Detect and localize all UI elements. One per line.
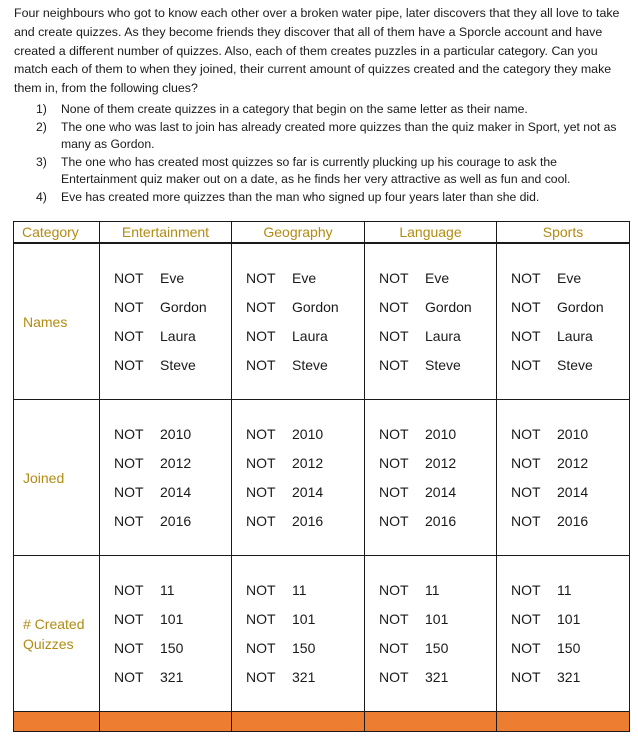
option-value: Gordon [425, 299, 472, 315]
not-label: NOT [379, 669, 409, 685]
option-line[interactable] [379, 449, 496, 478]
option-line[interactable] [114, 293, 231, 322]
clue-list [36, 101, 626, 207]
row-label-joined: Joined [14, 400, 100, 556]
cell-options [365, 576, 496, 692]
option-value: Gordon [557, 299, 604, 315]
option-value: 2010 [425, 426, 457, 442]
option-value: 2014 [557, 484, 589, 500]
option-value: Steve [292, 357, 328, 373]
not-label: NOT [379, 513, 409, 529]
not-label: NOT [379, 640, 409, 656]
footer-bar-cell [14, 712, 100, 732]
option-value: 2012 [292, 455, 324, 471]
option-line[interactable] [114, 449, 231, 478]
option-value: 150 [160, 640, 184, 656]
option-value: 2012 [557, 455, 589, 471]
option-line[interactable] [379, 322, 496, 351]
footer-bar-row [14, 712, 630, 732]
option-line[interactable] [114, 576, 231, 605]
not-label: NOT [246, 455, 276, 471]
cell-options [365, 264, 496, 380]
not-label: NOT [511, 299, 541, 315]
grid-cell[interactable] [232, 243, 365, 400]
option-line[interactable] [511, 576, 629, 605]
not-label: NOT [114, 357, 144, 373]
grid-cell[interactable] [365, 556, 497, 712]
not-label: NOT [511, 484, 541, 500]
option-value: 2014 [160, 484, 192, 500]
option-line[interactable] [246, 478, 364, 507]
option-line[interactable] [511, 351, 629, 380]
grid-cell[interactable] [232, 556, 365, 712]
not-label: NOT [246, 484, 276, 500]
option-value: 2016 [557, 513, 589, 529]
not-label: NOT [246, 582, 276, 598]
option-line[interactable] [379, 478, 496, 507]
option-line[interactable] [379, 293, 496, 322]
not-label: NOT [246, 669, 276, 685]
option-line[interactable] [246, 576, 364, 605]
option-value: Gordon [292, 299, 339, 315]
option-line[interactable] [114, 322, 231, 351]
clue-item [36, 154, 626, 189]
option-line[interactable] [246, 351, 364, 380]
not-label: NOT [114, 640, 144, 656]
not-label: NOT [114, 299, 144, 315]
option-line[interactable] [246, 507, 364, 536]
option-value: Laura [160, 328, 196, 344]
not-label: NOT [379, 582, 409, 598]
option-value: 2010 [557, 426, 589, 442]
option-line[interactable] [511, 478, 629, 507]
option-value: Eve [425, 270, 450, 286]
footer-bar-cell [365, 712, 497, 732]
not-label: NOT [379, 357, 409, 373]
not-label: NOT [114, 611, 144, 627]
option-line[interactable] [246, 322, 364, 351]
footer-bar-cell [497, 712, 630, 732]
not-label: NOT [379, 484, 409, 500]
not-label: NOT [379, 328, 409, 344]
not-label: NOT [511, 582, 541, 598]
option-value: 2016 [292, 513, 324, 529]
clue-text: Eve has created more quizzes than the man who signed up four years later than she did. [61, 189, 540, 204]
option-value: 150 [425, 640, 449, 656]
logic-grid-table [13, 221, 630, 732]
option-line[interactable] [114, 264, 231, 293]
option-line[interactable] [114, 420, 231, 449]
option-line[interactable] [114, 605, 231, 634]
option-line[interactable] [511, 634, 629, 663]
option-value: 321 [292, 669, 316, 685]
option-line[interactable] [379, 634, 496, 663]
option-value: 2010 [160, 426, 192, 442]
clue-item [36, 189, 626, 207]
clue-number: 3) [36, 154, 47, 169]
row-label-names: Names [14, 243, 100, 400]
cell-options [232, 576, 364, 692]
grid-cell[interactable] [100, 243, 232, 400]
grid-row-names [14, 243, 630, 400]
option-line[interactable] [511, 420, 629, 449]
cell-options [232, 420, 364, 536]
grid-row-created-quizzes [14, 556, 630, 712]
not-label: NOT [379, 455, 409, 471]
option-value: 101 [292, 611, 316, 627]
not-label: NOT [379, 426, 409, 442]
option-line[interactable] [511, 322, 629, 351]
option-value: Steve [425, 357, 461, 373]
category-header-label: Category [14, 222, 100, 244]
grid-cell[interactable] [497, 556, 630, 712]
clue-number: 4) [36, 189, 47, 204]
option-line[interactable] [246, 449, 364, 478]
option-value: Steve [160, 357, 196, 373]
option-line[interactable] [246, 634, 364, 663]
option-line[interactable] [246, 264, 364, 293]
option-value: 321 [160, 669, 184, 685]
option-value: 150 [292, 640, 316, 656]
option-line[interactable] [379, 264, 496, 293]
option-value: Eve [160, 270, 185, 286]
cell-options [497, 420, 629, 536]
option-value: 11 [160, 582, 175, 598]
option-value: 2012 [160, 455, 192, 471]
not-label: NOT [246, 426, 276, 442]
grid-cell[interactable] [232, 400, 365, 556]
cell-options [497, 576, 629, 692]
option-line[interactable] [114, 478, 231, 507]
clue-text: None of them create quizzes in a category that begin on the same letter as their name. [61, 102, 528, 116]
not-label: NOT [114, 328, 144, 344]
puzzle-intro: Four neighbours who got to know each other over a broken water pipe, later discovers that they all love to take and create quizzes. As they become friends they discover that all of them have a Sporcle account and have created a different number of quizzes. Also, each of them creates puzzles in a particular category. Can you match each of them to when they joined, their current amount of quizzes created and the category they make them in, from the following clues? [14, 6, 620, 96]
option-line[interactable] [511, 449, 629, 478]
category-header-row [14, 222, 630, 244]
option-value: 321 [557, 669, 581, 685]
not-label: NOT [114, 669, 144, 685]
option-line[interactable] [511, 264, 629, 293]
option-line[interactable] [379, 605, 496, 634]
not-label: NOT [511, 611, 541, 627]
option-line[interactable] [379, 351, 496, 380]
category-entertainment: Entertainment [100, 222, 232, 244]
not-label: NOT [511, 328, 541, 344]
option-value: Laura [425, 328, 461, 344]
option-line[interactable] [511, 663, 629, 692]
not-label: NOT [511, 513, 541, 529]
footer-bar-cell [100, 712, 232, 732]
option-line[interactable] [511, 605, 629, 634]
not-label: NOT [511, 640, 541, 656]
grid-cell[interactable] [497, 243, 630, 400]
cell-options [497, 264, 629, 380]
option-line[interactable] [246, 420, 364, 449]
category-language: Language [365, 222, 497, 244]
not-label: NOT [379, 611, 409, 627]
option-line[interactable] [114, 351, 231, 380]
option-value: 321 [425, 669, 449, 685]
option-value: Laura [292, 328, 328, 344]
option-line[interactable] [379, 420, 496, 449]
not-label: NOT [114, 513, 144, 529]
option-line[interactable] [114, 634, 231, 663]
grid-cell[interactable] [100, 400, 232, 556]
row-label-created-quizzes: # Created Quizzes [14, 556, 100, 712]
option-value: 2014 [425, 484, 457, 500]
not-label: NOT [114, 426, 144, 442]
cell-options [100, 420, 231, 536]
option-line[interactable] [246, 605, 364, 634]
clue-text: The one who was last to join has already created more quizzes than the quiz maker in Sport, yet not as many as Gordon. [61, 119, 617, 152]
option-line[interactable] [246, 663, 364, 692]
option-value: 2016 [425, 513, 457, 529]
not-label: NOT [379, 270, 409, 286]
not-label: NOT [114, 582, 144, 598]
option-value: Steve [557, 357, 593, 373]
option-line[interactable] [379, 663, 496, 692]
option-value: Laura [557, 328, 593, 344]
option-value: 11 [557, 582, 572, 598]
option-value: 101 [160, 611, 184, 627]
option-line[interactable] [114, 663, 231, 692]
not-label: NOT [114, 455, 144, 471]
option-value: 2016 [160, 513, 192, 529]
option-value: Eve [557, 270, 582, 286]
option-value: Eve [292, 270, 317, 286]
option-value: 101 [557, 611, 581, 627]
option-value: 11 [425, 582, 440, 598]
cell-options [232, 264, 364, 380]
category-sports: Sports [497, 222, 630, 244]
not-label: NOT [246, 299, 276, 315]
clue-number: 1) [36, 102, 47, 116]
option-line[interactable] [511, 507, 629, 536]
option-value: 2010 [292, 426, 324, 442]
cell-options [100, 264, 231, 380]
cell-options [100, 576, 231, 692]
not-label: NOT [511, 357, 541, 373]
not-label: NOT [246, 357, 276, 373]
not-label: NOT [114, 270, 144, 286]
clue-item [36, 119, 626, 154]
not-label: NOT [511, 270, 541, 286]
category-geography: Geography [232, 222, 365, 244]
clue-item [36, 101, 626, 119]
option-line[interactable] [114, 507, 231, 536]
not-label: NOT [114, 484, 144, 500]
footer-bar-cell [232, 712, 365, 732]
cell-options [365, 420, 496, 536]
not-label: NOT [511, 426, 541, 442]
not-label: NOT [246, 328, 276, 344]
not-label: NOT [511, 455, 541, 471]
not-label: NOT [379, 299, 409, 315]
option-value: 2012 [425, 455, 457, 471]
option-value: 101 [425, 611, 449, 627]
grid-row-joined [14, 400, 630, 556]
grid-cell[interactable] [497, 400, 630, 556]
clue-number: 2) [36, 119, 47, 134]
option-value: 150 [557, 640, 581, 656]
option-value: 2014 [292, 484, 324, 500]
option-line[interactable] [379, 576, 496, 605]
not-label: NOT [246, 611, 276, 627]
option-value: Gordon [160, 299, 207, 315]
not-label: NOT [246, 270, 276, 286]
option-line[interactable] [246, 293, 364, 322]
grid-cell[interactable] [365, 243, 497, 400]
option-line[interactable] [511, 293, 629, 322]
not-label: NOT [511, 669, 541, 685]
option-line[interactable] [379, 507, 496, 536]
not-label: NOT [246, 513, 276, 529]
grid-cell[interactable] [100, 556, 232, 712]
option-value: 11 [292, 582, 307, 598]
not-label: NOT [246, 640, 276, 656]
grid-cell[interactable] [365, 400, 497, 556]
clue-text: The one who has created most quizzes so far is currently plucking up his courage to ask the Entertainment quiz maker out on a date, as he finds her very attractive as well as fun and cool. [61, 154, 571, 187]
